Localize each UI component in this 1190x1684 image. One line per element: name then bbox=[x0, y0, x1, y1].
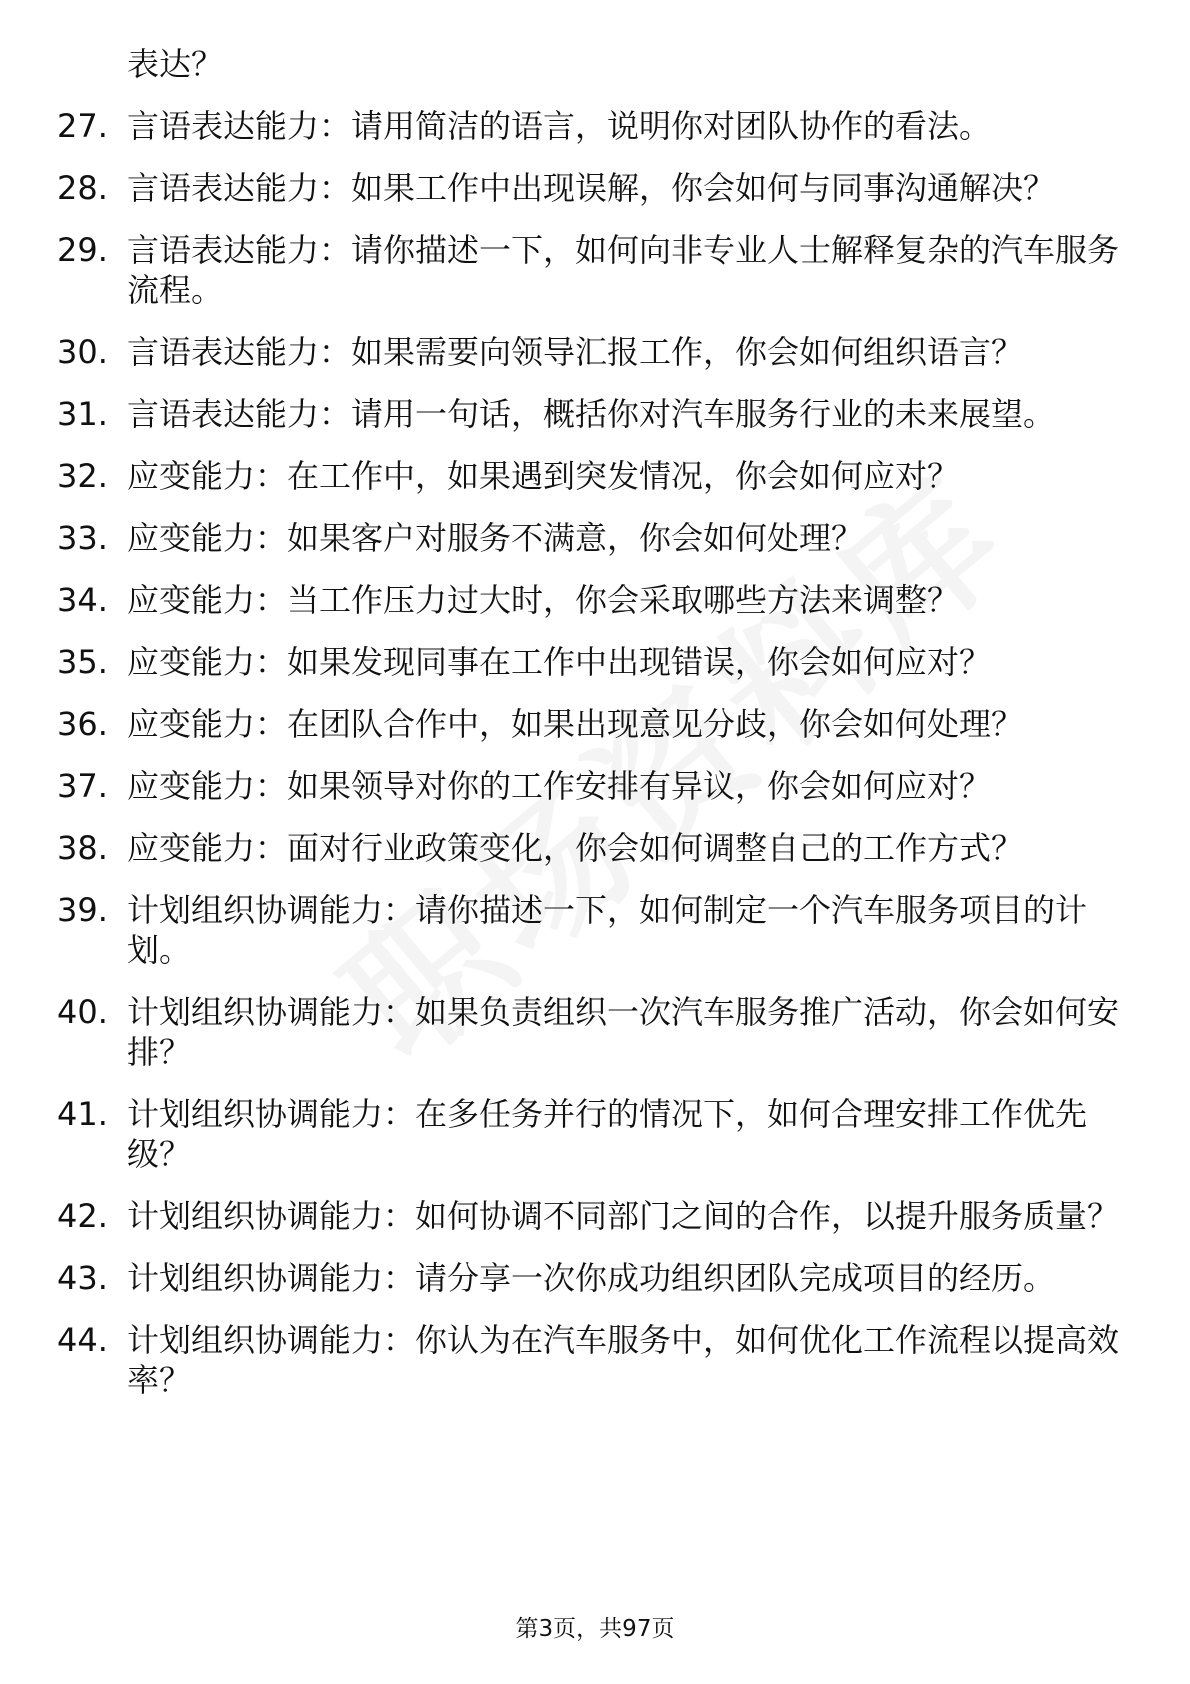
item-text: 计划组织协调能力：如果负责组织一次汽车服务推广活动，你会如何安排？ bbox=[127, 993, 1120, 1071]
item-text: 言语表达能力：如果工作中出现误解，你会如何与同事沟通解决？ bbox=[127, 169, 1056, 207]
item-number: 35. bbox=[57, 643, 108, 681]
item-text: 计划组织协调能力：在多任务并行的情况下，如何合理安排工作优先级？ bbox=[127, 1095, 1088, 1173]
item-text: 应变能力：在工作中，如果遇到突发情况，你会如何应对？ bbox=[127, 457, 960, 495]
item-text: 言语表达能力：请你描述一下，如何向非专业人士解释复杂的汽车服务流程。 bbox=[127, 231, 1120, 309]
item-text: 言语表达能力：如果需要向领导汇报工作，你会如何组织语言？ bbox=[127, 333, 1024, 371]
item-text: 应变能力：如果发现同事在工作中出现错误，你会如何应对？ bbox=[127, 643, 992, 681]
item-number: 44. bbox=[57, 1321, 108, 1359]
list-item bbox=[57, 332, 1127, 372]
item-text: 言语表达能力：请用简洁的语言，说明你对团队协作的看法。 bbox=[127, 107, 992, 145]
item-text: 应变能力：当工作压力过大时，你会采取哪些方法来调整？ bbox=[127, 581, 960, 619]
item-number: 33. bbox=[57, 519, 108, 557]
list-item bbox=[57, 828, 1127, 868]
item-text: 计划组织协调能力：如何协调不同部门之间的合作，以提升服务质量？ bbox=[127, 1197, 1120, 1235]
list-item bbox=[57, 394, 1127, 434]
item-text: 计划组织协调能力：请分享一次你成功组织团队完成项目的经历。 bbox=[127, 1259, 1056, 1297]
item-number: 43. bbox=[57, 1259, 108, 1297]
item-number: 38. bbox=[57, 829, 108, 867]
list-item bbox=[57, 168, 1127, 208]
list-item bbox=[57, 456, 1127, 496]
item-number: 29. bbox=[57, 231, 108, 269]
item-number: 32. bbox=[57, 457, 108, 495]
item-number: 39. bbox=[57, 891, 108, 929]
list-item bbox=[57, 580, 1127, 620]
item-number: 28. bbox=[57, 169, 108, 207]
item-number: 40. bbox=[57, 993, 108, 1031]
item-text: 计划组织协调能力：你认为在汽车服务中，如何优化工作流程以提高效率？ bbox=[127, 1321, 1120, 1399]
item-number: 36. bbox=[57, 705, 108, 743]
continued-line: 表达？ bbox=[127, 45, 224, 83]
item-number: 31. bbox=[57, 395, 108, 433]
item-number: 41. bbox=[57, 1095, 108, 1133]
list-item bbox=[57, 642, 1127, 682]
list-item bbox=[57, 704, 1127, 744]
item-text: 应变能力：如果客户对服务不满意，你会如何处理？ bbox=[127, 519, 864, 557]
item-text: 应变能力：如果领导对你的工作安排有异议，你会如何应对？ bbox=[127, 767, 992, 805]
list-item bbox=[57, 1196, 1127, 1236]
item-number: 27. bbox=[57, 107, 108, 145]
item-text: 应变能力：面对行业政策变化，你会如何调整自己的工作方式？ bbox=[127, 829, 1024, 867]
list-item bbox=[57, 890, 1127, 970]
item-number: 30. bbox=[57, 333, 108, 371]
item-text: 言语表达能力：请用一句话，概括你对汽车服务行业的未来展望。 bbox=[127, 395, 1056, 433]
list-item bbox=[57, 106, 1127, 146]
list-item bbox=[57, 766, 1127, 806]
list-item bbox=[57, 230, 1127, 310]
list-item bbox=[57, 518, 1127, 558]
item-text: 计划组织协调能力：请你描述一下，如何制定一个汽车服务项目的计划。 bbox=[127, 891, 1088, 969]
list-item bbox=[57, 1258, 1127, 1298]
list-item bbox=[57, 992, 1127, 1072]
item-number: 42. bbox=[57, 1197, 108, 1235]
item-number: 34. bbox=[57, 581, 108, 619]
question-list bbox=[57, 44, 1127, 1422]
page-number: 第3页，共97页 bbox=[515, 1616, 675, 1642]
item-text: 应变能力：在团队合作中，如果出现意见分歧，你会如何处理？ bbox=[127, 705, 1024, 743]
list-item bbox=[57, 1320, 1127, 1400]
list-item bbox=[57, 1094, 1127, 1174]
item-number: 37. bbox=[57, 767, 108, 805]
